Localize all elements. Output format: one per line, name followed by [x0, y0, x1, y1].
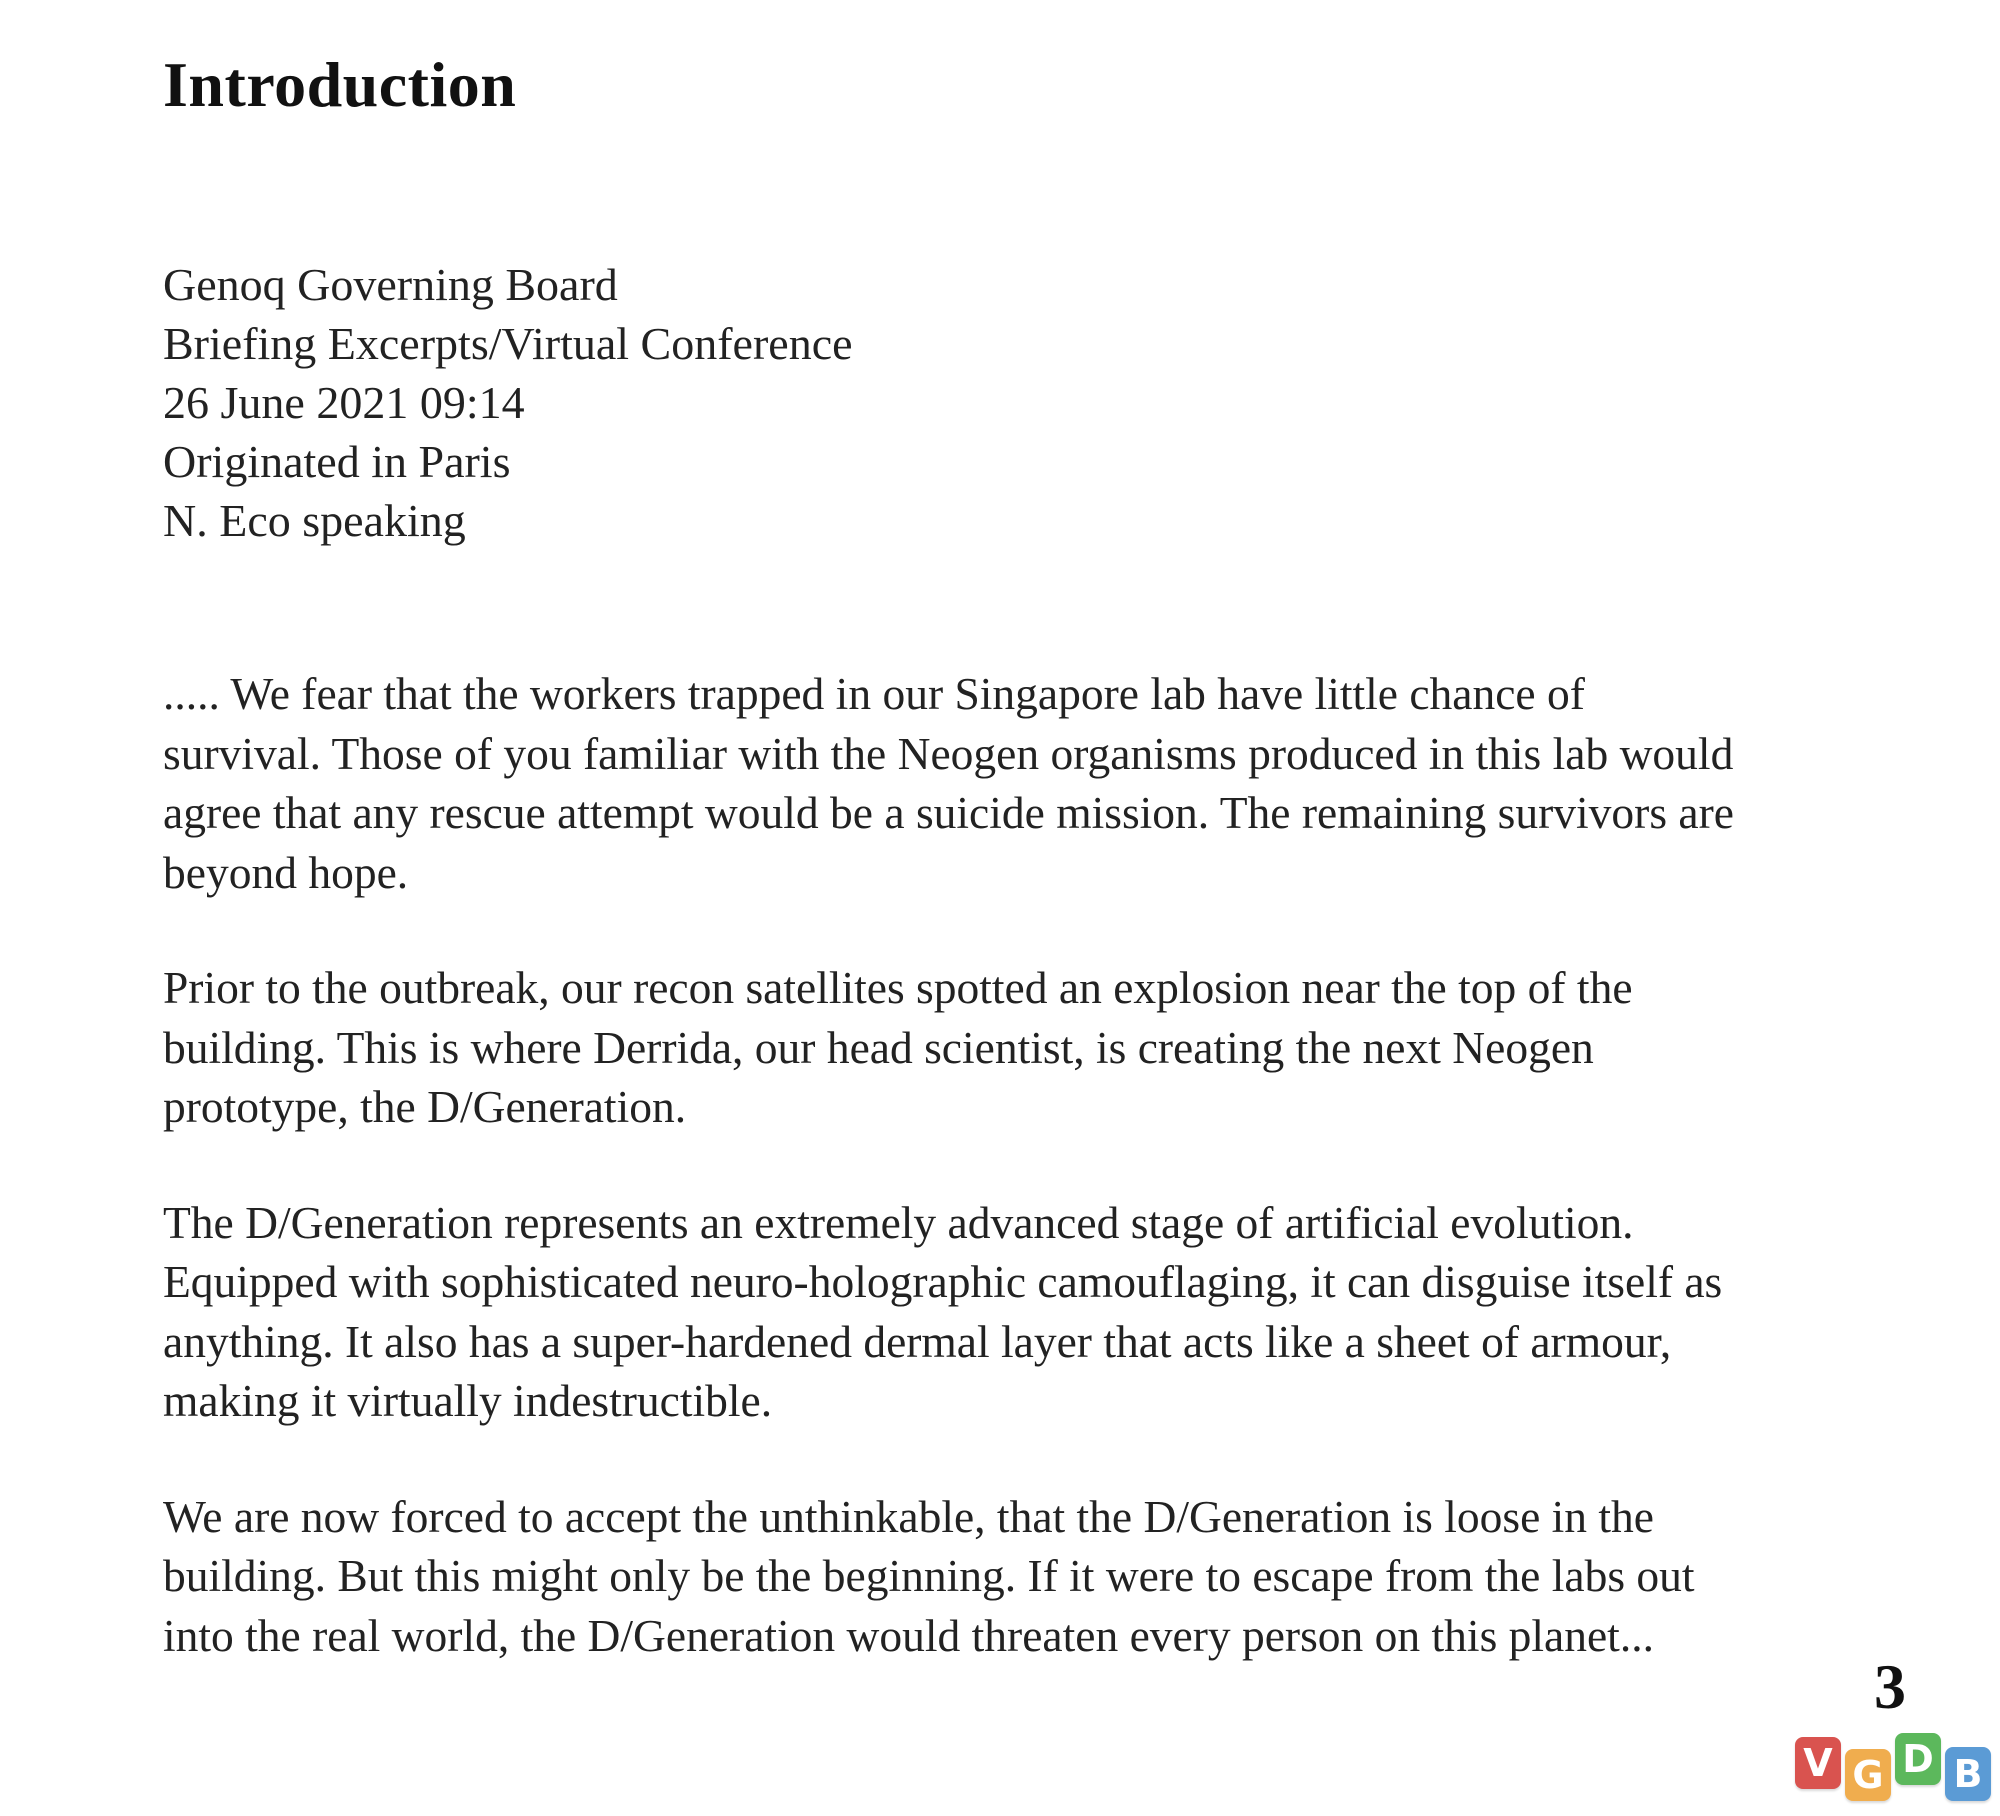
- text-line: making it virtually indestructible.: [163, 1375, 773, 1426]
- text-line: agree that any rescue attempt would be a suicide mission. The remaining survivors are: [163, 787, 1734, 838]
- text-line: ..... We fear that the workers trapped in our Singapore lab have little chance of: [163, 668, 1585, 719]
- header-line-origin: Originated in Paris: [163, 436, 511, 487]
- paragraph-survivors: [163, 664, 1803, 902]
- header-line-board: Genoq Governing Board: [163, 259, 618, 310]
- text-line: survival. Those of you familiar with the Neogen organisms produced in this lab would: [163, 727, 1734, 779]
- paragraph-dgeneration: [163, 1193, 1803, 1431]
- watermark-letter-v: V: [1795, 1737, 1841, 1789]
- text-line: beyond hope.: [163, 846, 409, 898]
- watermark-letter-d: D: [1895, 1733, 1941, 1785]
- text-line: Equipped with sophisticated neuro-holographic camouflaging, it can disguise itself as: [163, 1256, 1723, 1307]
- text-line: The D/Generation represents an extremely advanced stage of artificial evolution.: [163, 1196, 1634, 1248]
- header-line-date: 26 June 2021 09:14: [163, 377, 525, 428]
- text-line: We are now forced to accept the unthinkable, that the D/Generation is loose in the: [163, 1490, 1654, 1542]
- text-line: building. This is where Derrida, our head scientist, is creating the next Neogen: [163, 1021, 1594, 1073]
- page-title: Introduction: [163, 49, 517, 120]
- vgdb-watermark-logo: [1795, 1733, 1995, 1811]
- header-line-briefing: Briefing Excerpts/Virtual Conference: [163, 318, 853, 369]
- page-number: 3: [1874, 1651, 1906, 1722]
- text-line: into the real world, the D/Generation would threaten every person on this planet...: [163, 1609, 1654, 1661]
- text-line: prototype, the D/Generation.: [163, 1081, 687, 1132]
- header-line-speaker: N. Eco speaking: [163, 495, 466, 546]
- text-line: anything. It also has a super-hardened dermal layer that acts like a sheet of armour,: [163, 1315, 1672, 1367]
- text-line: Prior to the outbreak, our recon satellites spotted an explosion near the top of the: [163, 962, 1633, 1013]
- paragraph-explosion: [163, 958, 1803, 1137]
- watermark-letter-g: G: [1845, 1749, 1891, 1801]
- briefing-body: [163, 664, 1803, 1721]
- paragraph-threat: [163, 1487, 1803, 1666]
- text-line: building. But this might only be the beginning. If it were to escape from the labs out: [163, 1550, 1695, 1601]
- watermark-letter-b: B: [1945, 1747, 1991, 1801]
- briefing-header: [163, 255, 853, 550]
